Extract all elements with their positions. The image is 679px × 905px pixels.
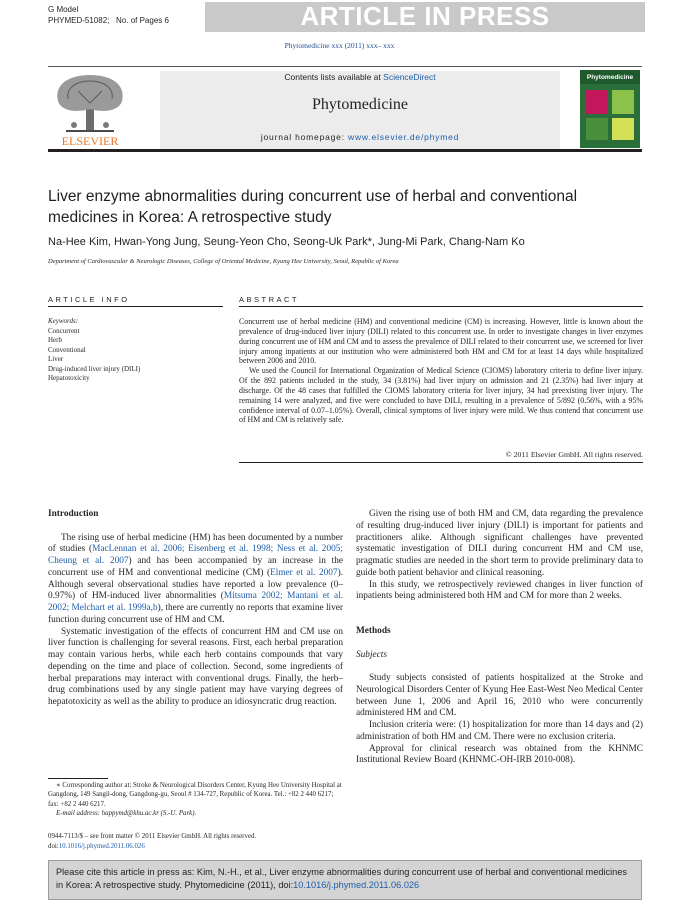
g-model-label: G Model xyxy=(48,5,79,14)
introduction-heading: Introduction xyxy=(48,509,99,519)
keyword-item: Hepatotoxicity xyxy=(48,374,90,382)
intro-paragraph: Given the rising use of both HM and CM, data regarding the prevalence of resulting drug-induced liver injury (DILI) is important for patients and practitioners alike. Although significant challenges have prevented systematic investigation of DILI during concurrent HM and CM use, pragmatic studies are needed in the short term to provide preliminary data to guide both patient behavior and clinical reasoning. xyxy=(356,509,643,578)
homepage-link[interactable]: www.elsevier.de/phymed xyxy=(348,132,460,142)
body-column-left xyxy=(48,509,343,709)
page-count: No. of Pages 6 xyxy=(116,16,169,25)
contents-line xyxy=(160,72,560,82)
contents-prefix: Contents lists available at xyxy=(284,72,381,82)
keyword-item: Herb xyxy=(48,336,62,344)
intro-paragraph: The rising use of herbal medicine (HM) has been documented by a number of studies (MacLennan et al. 2006; Eisenberg et al. 1998; Ness et al. 2005; Cheung et al. 2007) and has been accompanied by an increase in the concurrent use of HM and conventional medicine (CM) (Elmer et al. 2007). Although several observational studies have reported a low prevalence (0–0.97%) of HM-induced liver abnormalities (Mitsuma 2002; Mantani et al. 2002; Melchart et al. 1999a,b), there are currently no reports that examine liver function during concurrent use of HM and CM. xyxy=(48,532,344,625)
journal-title: Phytomedicine xyxy=(312,96,408,113)
article-in-press-banner: ARTICLE IN PRESS xyxy=(300,1,550,31)
intro-paragraph: Systematic investigation of the effects of concurrent HM and CM use on liver function is challenging for several reasons. First, each herbal preparation may contain various herbs, while each herb contains compounds that vary depending on the time and place of collection. Second, some ingredients of herbal preparations may interact with conventional drugs. Finally, the herb–drug combinations used by any single patient may have varying degrees of hepatotoxicity as well as the ability to produce an idiosyncratic drug reaction. xyxy=(48,626,343,707)
journal-cover-thumbnail xyxy=(580,70,640,148)
sciencedirect-link[interactable]: ScienceDirect xyxy=(383,72,436,82)
manuscript-id: PHYMED-51082; xyxy=(48,16,110,25)
corresponding-author-footnote xyxy=(48,781,343,818)
footnote-rule xyxy=(48,778,108,779)
subjects-subheading: Subjects xyxy=(356,649,387,660)
article-id xyxy=(48,15,169,26)
email-address[interactable]: E-mail address: happymd@khu.ac.kr (S.-U. Park). xyxy=(56,809,197,817)
intro-paragraph: In this study, we retrospectively reviewed changes in liver function of inpatients being administered both HM and CM for more than 2 weeks. xyxy=(356,579,643,602)
keyword-item: Liver xyxy=(48,355,64,363)
abstract-rule xyxy=(239,306,643,307)
article-info-rule xyxy=(48,306,223,307)
abstract-bottom-rule xyxy=(239,462,643,463)
author-affiliation: Department of Cardiovascular & Neurologic Diseases, College of Oriental Medicine, Kyung Hee University, Seoul, Republic of Korea xyxy=(48,258,399,265)
methods-heading: Methods xyxy=(356,626,391,636)
methods-paragraph: Approval for clinical research was obtained from the KHNMC Institutional Review Board (KHNMC-OH-IRB 2010-008). xyxy=(356,743,643,766)
abstract-copyright: © 2011 Elsevier GmbH. All rights reserved. xyxy=(505,450,643,459)
keywords-list xyxy=(48,317,140,384)
citation-link[interactable]: Mitsuma 2002; Mantani et al. 2002; Melchart et al. 1999a,b xyxy=(48,591,343,613)
abstract-paragraph: We used the Council for International Organization of Medical Science (CIOMS) laboratory criteria to define liver injury. Of the 892 patients included in the study, 34 (3.81%) had liver injury on admission and 21 (2.35%) had liver injury at discharge. Of the 48 cases that fulfilled the CIOMS laboratory criteria for liver injury, 34 had preexisting liver injury. The remaining 14 were analyzed, and five were concluded to have DILI, resulting in a prevalence of 5/892 (0.56%, with a 95% confidence interval of 0.07–1.05%). Overall, clinical symptoms of liver injury were mild. We thus contend that concurrent use of HM and CM is relatively safe. xyxy=(239,366,643,425)
citation-link[interactable]: MacLennan et al. 2006; Eisenberg et al. 1998; Ness et al. 2005; Cheung et al. 2007 xyxy=(48,544,343,566)
elsevier-tree-logo xyxy=(48,69,132,149)
methods-paragraph: Inclusion criteria were: (1) hospitalization for more than 14 days and (2) administration of both HM and CM. There were no exclusion criteria. xyxy=(356,720,643,742)
methods-paragraph: Study subjects consisted of patients hospitalized at the Stroke and Neurological Disorders Center of Kyung Hee East-West Neo Medical Center between June 1, 2006 and April 16, 2010 who were concurrently administered HM and CM. xyxy=(356,673,643,719)
abstract-heading: ABSTRACT xyxy=(239,295,300,304)
correspondence-text: ∗ Corresponding author at: Stroke & Neurological Disorders Center, Kyung Hee University Hospital at Gangdong, 149 Sangil-dong, Gangdong-gu, Seoul # 134-727, Republic of Korea. Tel.: +82 2 440 6217; fax: +82 2 440 6217. xyxy=(48,782,342,808)
doi-link[interactable]: 10.1016/j.phymed.2011.06.026 xyxy=(58,843,145,850)
body-column-right xyxy=(356,509,643,767)
citation-text: Please cite this article in press as: Kim, N.-H., et al., Liver enzyme abnormalities during concurrent use of herbal and conventional medicines in Korea: A retrospective study. Phytomedicine (2011), doi:10.1016/j.phymed.2011.06.026 xyxy=(56,867,627,890)
article-title: Liver enzyme abnormalities during concurrent use of herbal and conventional medicines in Korea: A retrospective study xyxy=(48,188,578,226)
abstract-paragraph: Concurrent use of herbal medicine (HM) and conventional medicine (CM) is increasing. However, little is known about the prevalence of drug-induced liver injury (DILI) related to this concurrent use. In order to investigate changes in liver enzymes during concurrent use of HM and CM and to assess the prevalence of DILI related to their concurrent use, we screened for liver injury among inpatients at our institution who were administered both HM and CM for at least 14 days while hospitalized between 2006 and 2010. xyxy=(239,317,643,366)
journal-reference[interactable]: Phytomedicine xxx (2011) xxx– xxx xyxy=(284,41,395,50)
svg-text:ELSEVIER: ELSEVIER xyxy=(61,134,119,148)
keywords-label: Keywords: xyxy=(48,317,79,325)
abstract-body xyxy=(239,317,643,425)
citation-doi-link[interactable]: 10.1016/j.phymed.2011.06.026 xyxy=(293,880,420,890)
author-list: Na-Hee Kim, Hwan-Yong Jung, Seung-Yeon Cho, Seong-Uk Park*, Jung-Mi Park, Chang-Nam Ko xyxy=(48,236,525,248)
journal-homepage xyxy=(160,132,560,142)
doi-line: doi:10.1016/j.phymed.2011.06.026 xyxy=(48,843,145,850)
issn-line: 0944-7113/$ – see front matter © 2011 Elsevier GmbH. All rights reserved. xyxy=(48,833,257,840)
homepage-prefix: journal homepage: xyxy=(260,132,345,142)
citation-link[interactable]: Elmer et al. 2007 xyxy=(270,567,338,578)
keyword-item: Drug-induced liver injury (DILI) xyxy=(48,364,141,373)
article-info-heading: ARTICLE INFO xyxy=(48,295,130,304)
svg-text:Phytomedicine: Phytomedicine xyxy=(586,74,634,81)
keyword-item: Conventional xyxy=(48,345,86,354)
keyword-item: Concurrent xyxy=(48,326,80,335)
